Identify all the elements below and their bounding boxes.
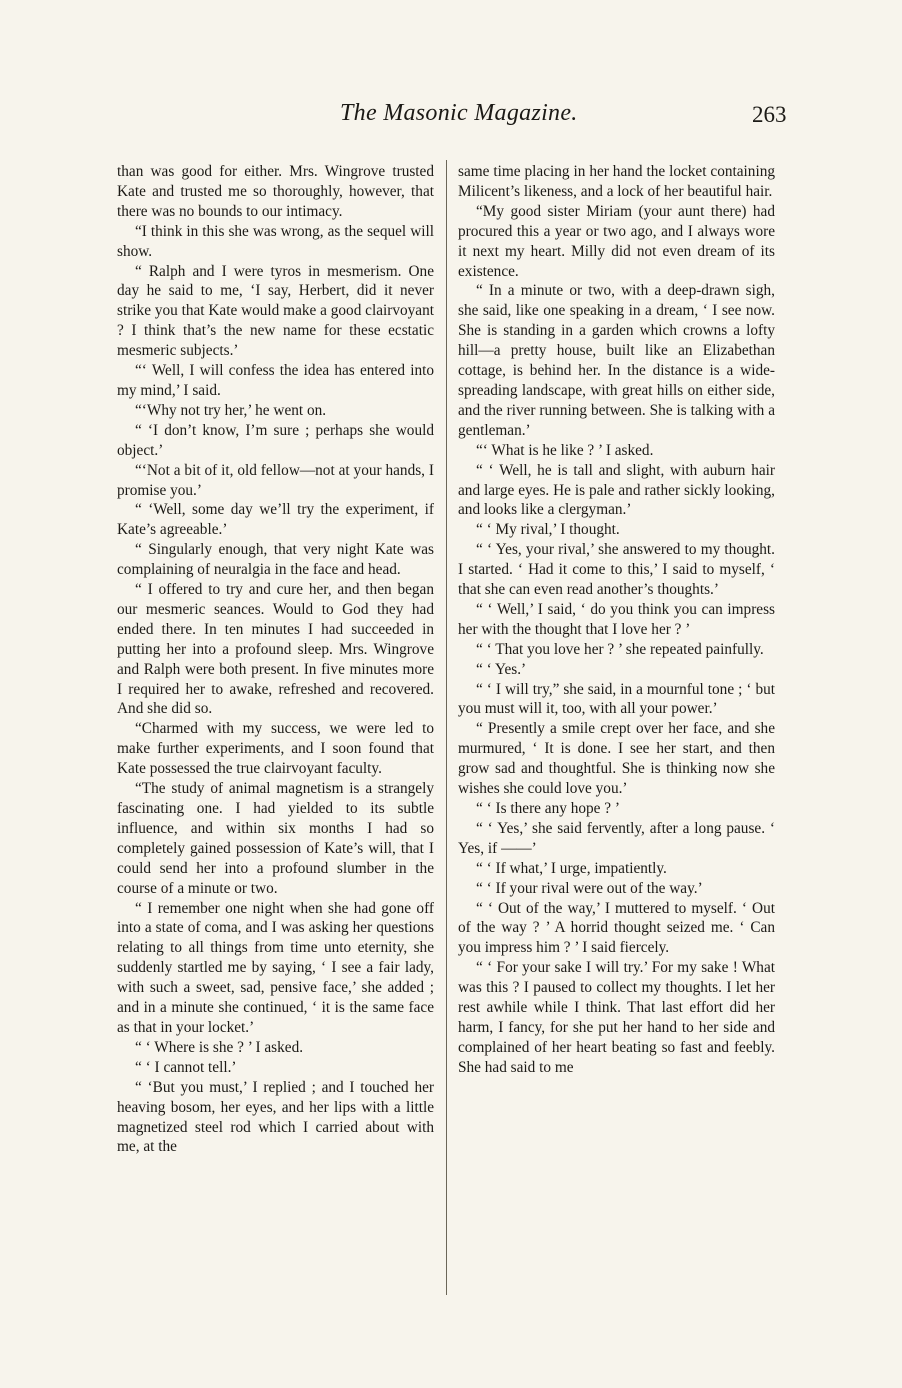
paragraph: “Charmed with my success, we were led to make further experiments, and I soon found that Kate possessed the true clairvoyant faculty. [117,720,434,778]
paragraph: “ ‘But you must,’ I replied ; and I touched her heaving bosom, her eyes, and her lips with a little magnetized steel rod which I carried about with me, at the [117,1078,434,1156]
paragraph: “I think in this she was wrong, as the sequel will show. [117,222,434,260]
paragraph: “ Singularly enough, that very night Kate was complaining of neuralgia in the face and head. [117,541,434,579]
paragraph: same time placing in her hand the locket containing Milicent’s likeness, and a lock of her beautiful hair. [458,163,775,200]
paragraph: “ ‘ Yes, your rival,’ she answered to my thought. I started. ‘ Had it come to this,’ I said to myself, ‘ that she can even read another’s thoughts.’ [458,541,775,599]
paragraph: “ ‘ Where is she ? ’ I asked. [135,1038,304,1056]
page-number: 263 [752,102,787,127]
column-divider [446,160,447,1295]
paragraph: “The study of animal magnetism is a strangely fascinating one. I had yielded to its subtle influence, and within six months I had so completely gained possession of Kate’s will, that I could send her into a profound slumber in the course of a minute or two. [117,780,434,897]
paragraph: “‘Why not try her,’ he went on. [135,401,327,419]
paragraph: “My good sister Miriam (your aunt there) had procured this a year or two ago, and I always wore it next my heart. Milly did not even dream of its existence. [458,202,775,280]
running-title: The Masonic Magazine. [340,100,578,126]
right-column [458,162,775,1078]
paragraph: “ ‘ Yes,’ she said fervently, after a long pause. ‘ Yes, if ——’ [458,819,775,857]
paragraph: “‘Not a bit of it, old fellow—not at your hands, I promise you.’ [117,461,434,499]
paragraph: “‘ What is he like ? ’ I asked. [476,441,654,459]
paragraph: than was good for either. Mrs. Wingrove trusted Kate and trusted me so thoroughly, however, that there was no bounds to our intimacy. [117,163,434,220]
paragraph: “ ‘Well, some day we’ll try the experiment, if Kate’s agreeable.’ [117,501,434,539]
paragraph: “ In a minute or two, with a deep-drawn sigh, she said, like one speaking in a dream, ‘ I see now. She is standing in a garden which crowns a lofty hill—a pretty house, built like an Elizabethan cottage, is behind her. In the distance is a wide-spreading landscape, with great hills on either side, and the river running between. She is talking with a gentleman.’ [458,282,775,439]
paragraph: “ ‘ Well,’ I said, ‘ do you think you can impress her with the thought that I love her ? ’ [458,600,775,638]
paragraph: “ I remember one night when she had gone off into a state of coma, and I was asking her questions relating to all things from time unto eternity, she suddenly startled me by saying, ‘ I see a fair lady, with such a sweet, sad, pensive face,’ she added ; and in a minute she continued, ‘ it is the same face as that in your locket.’ [117,899,434,1036]
paragraph: “ ‘ Well, he is tall and slight, with auburn hair and large eyes. He is pale and rather sickly looking, and looks like a clergyman.’ [458,461,775,519]
paragraph: “ ‘I don’t know, I’m sure ; perhaps she would object.’ [117,421,434,459]
paragraph: “ Presently a smile crept over her face, and she murmured, ‘ It is done. I see her start, and then grow sad and thoughtful. She is thinking now she wishes she could love you.’ [458,720,775,798]
paragraph: “‘ Well, I will confess the idea has entered into my mind,’ I said. [117,362,434,399]
paragraph: “ ‘ Is there any hope ? ’ [476,800,620,817]
paragraph: “ ‘ That you love her ? ’ she repeated painfully. [476,640,764,658]
paragraph: “ ‘ Yes.’ [476,660,527,678]
paragraph: “ I offered to try and cure her, and then began our mesmeric seances. Would to God they had ended there. In ten minutes I had succeeded in putting her into a profound sleep. Mrs. Wingrove and Ralph were both present. In five minutes more I required her to awake, refreshed and recovered. And she did so. [117,581,434,718]
paragraph: “ ‘ I will try,” she said, in a mournful tone ; ‘ but you must will it, too, with all your power.’ [458,680,775,718]
paragraph: “ ‘ If your rival were out of the way.’ [476,879,703,897]
paragraph: “ ‘ If what,’ I urge, impatiently. [476,859,667,877]
paragraph: “ ‘ My rival,’ I thought. [476,521,620,539]
paragraph: “ ‘ I cannot tell.’ [135,1058,237,1076]
paragraph: “ ‘ Out of the way,’ I muttered to myself. ‘ Out of the way ? ’ A horrid thought seized me. ‘ Can you impress him ? ’ I said fiercely. [458,899,775,957]
paragraph: “ ‘ For your sake I will try.’ For my sake ! What was this ? I paused to collect my thoughts. I let her rest awhile while I think. That last effort did her harm, I fancy, for she put her hand to her side and complained of her heart beating so fast and feebly. She had said to me [458,959,775,1076]
paragraph: “ Ralph and I were tyros in mesmerism. One day he said to me, ‘I say, Herbert, did it never strike you that Kate would make a good clairvoyant ? I think that’s the new name for these ecstatic mesmeric subjects.’ [117,262,434,360]
running-header [0,100,902,140]
left-column [117,162,434,1157]
